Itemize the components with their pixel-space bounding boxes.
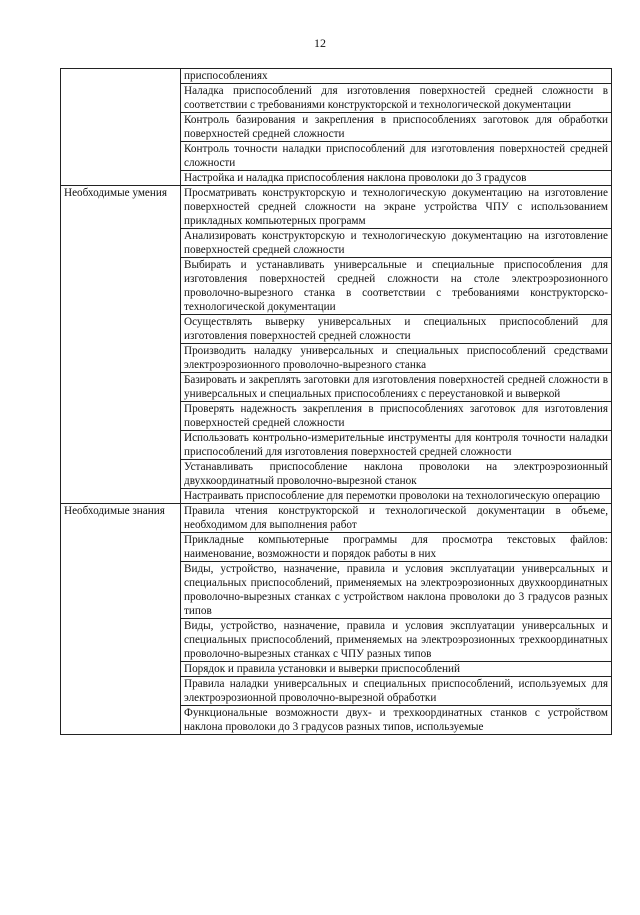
- requirement-item: Выбирать и устанавливать универсальные и специальные приспособления для изготовления поверхностей средней сложности на столе электроэрозионного проволочно-вырезного станка в соответствии с требованиями конструкторско-технологической документации: [181, 258, 612, 315]
- requirement-item: приспособлениях: [181, 69, 612, 84]
- page-number: 12: [314, 36, 326, 50]
- section-label: Необходимые знания: [61, 504, 181, 735]
- requirement-item: Виды, устройство, назначение, правила и условия эксплуатации универсальных и специальных приспособлений, применяемых на электроэрозионных двухкоординатных проволочно-вырезных станках с устройством наклона проволоки до 3 градусов разных типов: [181, 562, 612, 619]
- requirement-item: Прикладные компьютерные программы для просмотра текстовых файлов: наименование, возможности и порядок работы в них: [181, 533, 612, 562]
- requirement-item: Контроль базирования и закрепления в приспособлениях заготовок для обработки поверхностей средней сложности: [181, 113, 612, 142]
- requirement-item: Функциональные возможности двух- и трехкоординатных станков с устройством наклона проволоки до 3 градусов разных типов, используемые: [181, 706, 612, 735]
- requirement-item: Настройка и наладка приспособления наклона проволоки до 3 градусов: [181, 171, 612, 186]
- requirement-item: Использовать контрольно-измерительные инструменты для контроля точности наладки приспособлений для изготовления поверхностей средней сложности: [181, 431, 612, 460]
- requirement-item: Анализировать конструкторскую и технологическую документацию на изготовление поверхностей средней сложности: [181, 229, 612, 258]
- requirement-item: Настраивать приспособление для перемотки проволоки на технологическую операцию: [181, 489, 612, 504]
- table-row: [61, 504, 612, 533]
- requirement-item: Производить наладку универсальных и специальных приспособлений средствами электроэрозионного проволочно-вырезного станка: [181, 344, 612, 373]
- requirement-item: Виды, устройство, назначение, правила и условия эксплуатации универсальных и специальных приспособлений, применяемых на электроэрозионных трехкоординатных проволочно-вырезных станках с ЧПУ разных типов: [181, 619, 612, 662]
- requirement-item: Правила наладки универсальных и специальных приспособлений, используемых для электроэрозионной проволочно-вырезной обработки: [181, 677, 612, 706]
- table-row: [61, 186, 612, 229]
- requirement-item: Контроль точности наладки приспособлений для изготовления поверхностей средней сложности: [181, 142, 612, 171]
- requirement-item: Наладка приспособлений для изготовления поверхностей средней сложности в соответствии с требованиями конструкторской и технологической документации: [181, 84, 612, 113]
- section-label: [61, 69, 181, 186]
- requirements-table: [60, 68, 612, 735]
- table-row: [61, 69, 612, 84]
- requirement-item: Проверять надежность закрепления в приспособлениях заготовок для изготовления поверхностей средней сложности: [181, 402, 612, 431]
- requirement-item: Устанавливать приспособление наклона проволоки на электроэрозионный двухкоординатный проволочно-вырезной станок: [181, 460, 612, 489]
- requirement-item: Осуществлять выверку универсальных и специальных приспособлений для изготовления поверхностей средней сложности: [181, 315, 612, 344]
- section-label: Необходимые умения: [61, 186, 181, 504]
- requirement-item: Базировать и закреплять заготовки для изготовления поверхностей средней сложности в универсальных и специальных приспособлениях с переустановкой и выверкой: [181, 373, 612, 402]
- requirement-item: Просматривать конструкторскую и технологическую документацию на изготовление поверхностей средней сложности на экране устройства ЧПУ с использованием прикладных компьютерных программ: [181, 186, 612, 229]
- requirement-item: Правила чтения конструкторской и технологической документации в объеме, необходимом для выполнения работ: [181, 504, 612, 533]
- requirement-item: Порядок и правила установки и выверки приспособлений: [181, 662, 612, 677]
